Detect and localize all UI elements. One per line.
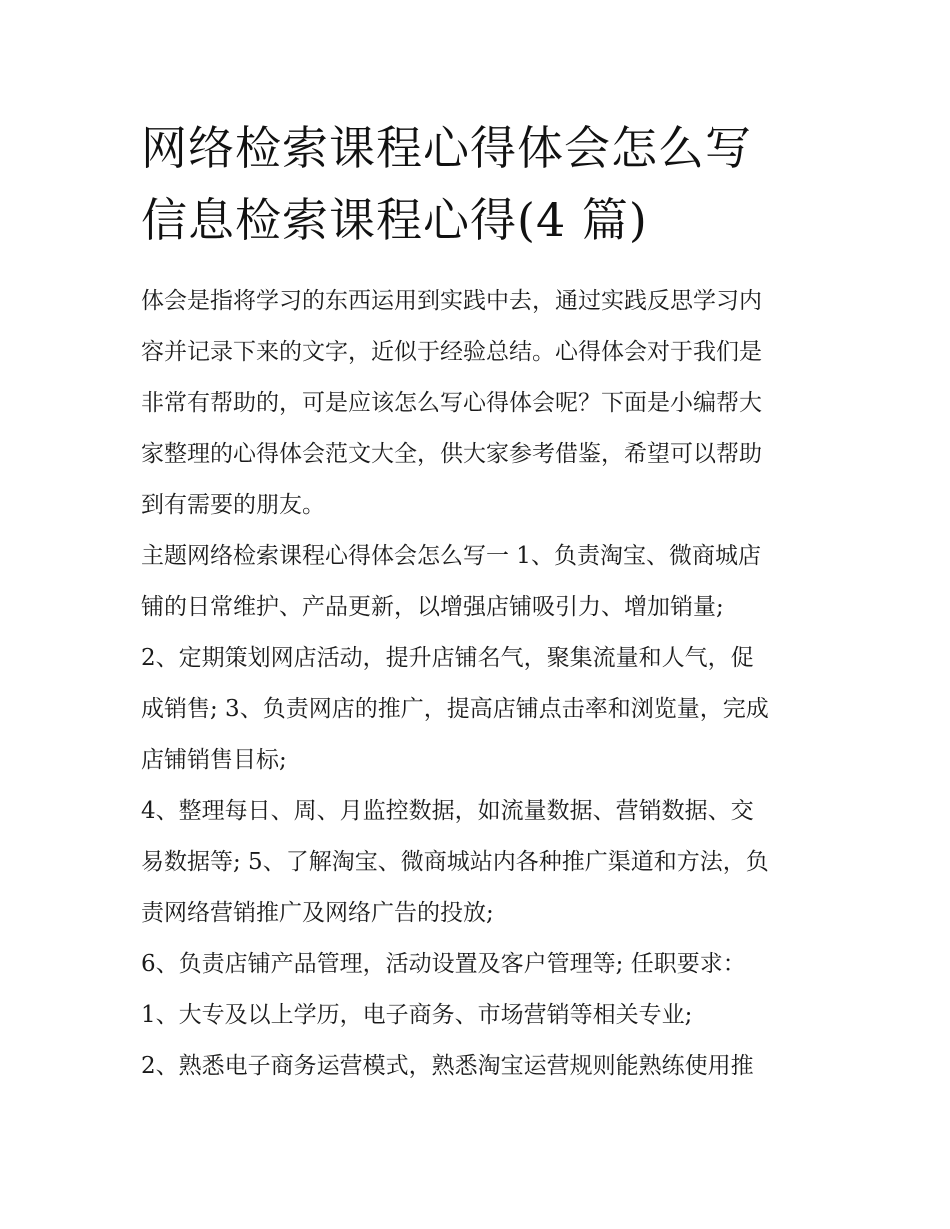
text-line: 易数据等; 5、了解淘宝、微商城站内各种推广渠道和方法，负 bbox=[141, 849, 769, 875]
text-line: 体会是指将学习的东西运用到实践中去，通过实践反思学习内 bbox=[141, 288, 762, 314]
text-line: 6、负责店铺产品管理，活动设置及客户管理等; 任职要求： bbox=[141, 951, 746, 977]
text-line: 2、定期策划网店活动，提升店铺名气，聚集流量和人气，促 bbox=[141, 645, 754, 671]
body-paragraph bbox=[141, 990, 821, 1041]
body-paragraph bbox=[141, 786, 821, 939]
title-line: 信息检索课程心得(4 篇) bbox=[141, 193, 648, 247]
text-line: 4、整理每日、周、月监控数据，如流量数据、营销数据、交 bbox=[141, 798, 754, 824]
body-paragraph bbox=[141, 531, 821, 633]
intro-paragraph bbox=[141, 276, 821, 531]
text-line: 店铺销售目标; bbox=[141, 747, 287, 773]
title-line: 网络检索课程心得体会怎么写 bbox=[141, 121, 752, 175]
text-line: 成销售; 3、负责网店的推广，提高店铺点击率和浏览量，完成 bbox=[141, 696, 769, 722]
text-line: 容并记录下来的文字，近似于经验总结。心得体会对于我们是 bbox=[141, 339, 762, 365]
body-paragraph bbox=[141, 939, 821, 990]
text-line: 主题网络检索课程心得体会怎么写一 1、负责淘宝、微商城店 bbox=[141, 543, 761, 569]
text-line: 家整理的心得体会范文大全，供大家参考借鉴，希望可以帮助 bbox=[141, 441, 762, 467]
body-paragraph bbox=[141, 633, 821, 786]
text-line: 非常有帮助的，可是应该怎么写心得体会呢？下面是小编帮大 bbox=[141, 390, 762, 416]
document-body bbox=[141, 276, 821, 1092]
body-paragraph bbox=[141, 1041, 821, 1092]
text-line: 责网络营销推广及网络广告的投放; bbox=[141, 900, 494, 926]
text-line: 铺的日常维护、产品更新，以增强店铺吸引力、增加销量; bbox=[141, 594, 724, 620]
document-title bbox=[141, 112, 841, 256]
text-line: 2、熟悉电子商务运营模式，熟悉淘宝运营规则能熟练使用推 bbox=[141, 1053, 754, 1079]
text-line: 1、大专及以上学历，电子商务、市场营销等相关专业; bbox=[141, 1002, 693, 1028]
text-line: 到有需要的朋友。 bbox=[141, 492, 325, 518]
